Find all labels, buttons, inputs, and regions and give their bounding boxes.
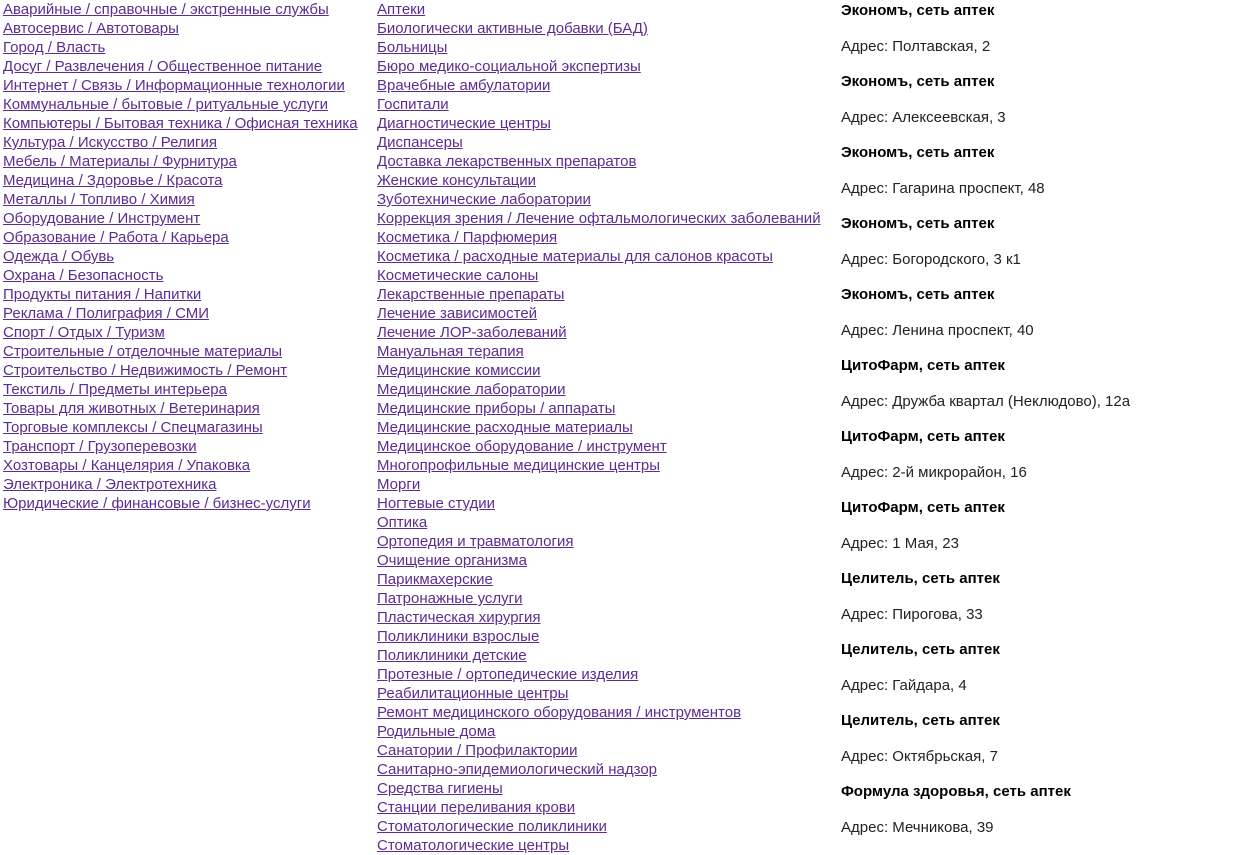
- pharmacy-entry: [841, 213, 1251, 284]
- category-item: [3, 152, 375, 171]
- category-item: [3, 57, 375, 76]
- category-link[interactable]: Транспорт / Грузоперевозки: [3, 438, 197, 455]
- category-item: [3, 323, 375, 342]
- subcategory-link[interactable]: Бюро медико-социальной экспертизы: [377, 58, 641, 75]
- pharmacy-address: Адрес: 1 Мая, 23: [841, 535, 959, 552]
- subcategory-item: [377, 95, 839, 114]
- category-link[interactable]: Спорт / Отдых / Туризм: [3, 324, 165, 341]
- subcategory-link[interactable]: Средства гигиены: [377, 780, 503, 797]
- category-link[interactable]: Торговые комплексы / Спецмагазины: [3, 419, 263, 436]
- category-item: [3, 38, 375, 57]
- category-item: [3, 0, 375, 19]
- subcategory-item: [377, 19, 839, 38]
- subcategory-link[interactable]: Ремонт медицинского оборудования / инструментов: [377, 704, 742, 721]
- category-link[interactable]: Образование / Работа / Карьера: [3, 229, 229, 246]
- subcategory-link[interactable]: Женские консультации: [377, 172, 537, 189]
- subcategory-item: [377, 171, 839, 190]
- category-item: [3, 399, 375, 418]
- category-link[interactable]: Продукты питания / Напитки: [3, 286, 202, 303]
- category-link[interactable]: Компьютеры / Бытовая техника / Офисная техника: [3, 115, 358, 132]
- category-link[interactable]: Медицина / Здоровье / Красота: [3, 172, 223, 189]
- subcategory-link[interactable]: Мануальная терапия: [377, 343, 524, 360]
- category-item: [3, 456, 375, 475]
- pharmacy-name: Экономъ, сеть аптек: [841, 144, 995, 161]
- pharmacy-address: Адрес: Алексеевская, 3: [841, 109, 1006, 126]
- category-link[interactable]: Мебель / Материалы / Фурнитура: [3, 153, 237, 170]
- pharmacy-name: Экономъ, сеть аптек: [841, 215, 995, 232]
- pharmacy-entry: [841, 71, 1251, 142]
- subcategory-item: [377, 494, 839, 513]
- subcategory-link[interactable]: Многопрофильные медицинские центры: [377, 457, 660, 474]
- subcategory-item: [377, 779, 839, 798]
- pharmacy-entry: [841, 568, 1251, 639]
- subcategory-item: [377, 38, 839, 57]
- subcategory-link[interactable]: Медицинские приборы / аппараты: [377, 400, 616, 417]
- pharmacy-name: Формула здоровья, сеть аптек: [841, 783, 1071, 800]
- subcategory-item: [377, 114, 839, 133]
- category-item: [3, 475, 375, 494]
- pharmacy-address: Адрес: Гагарина проспект, 48: [841, 180, 1045, 197]
- subcategory-item: [377, 76, 839, 95]
- subcategory-item: [377, 703, 839, 722]
- subcategory-link[interactable]: Станции переливания крови: [377, 799, 576, 816]
- pharmacy-entry: [841, 0, 1251, 71]
- category-item: [3, 95, 375, 114]
- pharmacy-name: ЦитоФарм, сеть аптек: [841, 357, 1005, 374]
- subcategory-item: [377, 342, 839, 361]
- subcategory-item: [377, 133, 839, 152]
- pharmacy-entry: [841, 781, 1251, 852]
- category-link[interactable]: Досуг / Развлечения / Общественное питание: [3, 58, 323, 75]
- category-item: [3, 304, 375, 323]
- category-link[interactable]: Интернет / Связь / Информационные технологии: [3, 77, 345, 94]
- subcategory-link[interactable]: Диагностические центры: [377, 115, 551, 132]
- subcategory-link[interactable]: Медицинские лаборатории: [377, 381, 566, 398]
- category-link[interactable]: Текстиль / Предметы интерьера: [3, 381, 227, 398]
- category-item: [3, 418, 375, 437]
- subcategory-link[interactable]: Медицинские расходные материалы: [377, 419, 633, 436]
- category-item: [3, 437, 375, 456]
- subcategory-item: [377, 418, 839, 437]
- category-link[interactable]: Одежда / Обувь: [3, 248, 115, 265]
- subcategory-item: [377, 722, 839, 741]
- subcategory-item: [377, 760, 839, 779]
- category-item: [3, 266, 375, 285]
- subcategory-link[interactable]: Коррекция зрения / Лечение офтальмологических заболеваний: [377, 210, 821, 227]
- category-item: [3, 19, 375, 38]
- subcategory-link[interactable]: Оптика: [377, 514, 428, 531]
- pharmacy-address: Адрес: Дружба квартал (Неклюдово), 12а: [841, 393, 1131, 410]
- category-link[interactable]: Аварийные / справочные / экстренные службы: [3, 1, 329, 18]
- category-item: [3, 209, 375, 228]
- category-item: [3, 494, 375, 513]
- category-list: [3, 0, 375, 513]
- pharmacy-entry: [841, 497, 1251, 568]
- pharmacy-address: Адрес: Полтавская, 2: [841, 38, 991, 55]
- subcategory-link[interactable]: Косметика / Парфюмерия: [377, 229, 558, 246]
- pharmacy-address: Адрес: Ленина проспект, 40: [841, 322, 1034, 339]
- subcategory-link[interactable]: Родильные дома: [377, 723, 496, 740]
- pharmacy-name: Целитель, сеть аптек: [841, 641, 1000, 658]
- subcategory-link[interactable]: Морги: [377, 476, 421, 493]
- subcategory-item: [377, 798, 839, 817]
- subcategory-item: [377, 247, 839, 266]
- category-link[interactable]: Реклама / Полиграфия / СМИ: [3, 305, 210, 322]
- subcategory-link[interactable]: Санитарно-эпидемиологический надзор: [377, 761, 657, 778]
- pharmacy-address: Адрес: Богородского, 3 к1: [841, 251, 1021, 268]
- category-item: [3, 114, 375, 133]
- subcategory-item: [377, 456, 839, 475]
- subcategory-item: [377, 627, 839, 646]
- pharmacy-address: Адрес: Гайдара, 4: [841, 677, 967, 694]
- category-link[interactable]: Товары для животных / Ветеринария: [3, 400, 260, 417]
- category-item: [3, 133, 375, 152]
- subcategory-item: [377, 380, 839, 399]
- pharmacy-name: Целитель, сеть аптек: [841, 570, 1000, 587]
- category-link[interactable]: Культура / Искусство / Религия: [3, 134, 218, 151]
- subcategory-link[interactable]: Косметика / расходные материалы для салонов красоты: [377, 248, 773, 265]
- subcategory-link[interactable]: Пластическая хирургия: [377, 609, 541, 626]
- subcategory-item: [377, 570, 839, 589]
- subcategory-link[interactable]: Парикмахерские: [377, 571, 493, 588]
- pharmacy-entry: [841, 710, 1251, 781]
- subcategory-item: [377, 209, 839, 228]
- subcategory-item: [377, 285, 839, 304]
- subcategory-link[interactable]: Ортопедия и травматология: [377, 533, 574, 550]
- subcategory-link[interactable]: Доставка лекарственных препаратов: [377, 153, 637, 170]
- subcategory-link[interactable]: Поликлиники детские: [377, 647, 527, 664]
- subcategory-item: [377, 646, 839, 665]
- subcategory-link[interactable]: Очищение организма: [377, 552, 527, 569]
- category-item: [3, 342, 375, 361]
- category-link[interactable]: Металлы / Топливо / Химия: [3, 191, 195, 208]
- subcategory-item: [377, 228, 839, 247]
- subcategory-item: [377, 551, 839, 570]
- subcategory-item: [377, 399, 839, 418]
- subcategory-link[interactable]: Медицинские комиссии: [377, 362, 541, 379]
- subcategory-link[interactable]: Медицинское оборудование / инструмент: [377, 438, 667, 455]
- subcategory-link[interactable]: Аптеки: [377, 1, 426, 18]
- pharmacy-address: Адрес: Мечникова, 39: [841, 819, 994, 836]
- subcategory-item: [377, 152, 839, 171]
- subcategory-link[interactable]: Ногтевые студии: [377, 495, 496, 512]
- subcategory-item: [377, 513, 839, 532]
- category-link[interactable]: Электроника / Электротехника: [3, 476, 217, 493]
- subcategory-item: [377, 323, 839, 342]
- category-link[interactable]: Город / Власть: [3, 39, 106, 56]
- pharmacy-entry: [841, 355, 1251, 426]
- subcategory-item: [377, 0, 839, 19]
- pharmacy-entry: [841, 142, 1251, 213]
- category-link[interactable]: Охрана / Безопасность: [3, 267, 164, 284]
- subcategory-link[interactable]: Патронажные услуги: [377, 590, 523, 607]
- category-item: [3, 190, 375, 209]
- subcategory-item: [377, 589, 839, 608]
- category-link[interactable]: Коммунальные / бытовые / ритуальные услуги: [3, 96, 328, 113]
- subcategory-item: [377, 665, 839, 684]
- pharmacy-name: ЦитоФарм, сеть аптек: [841, 499, 1005, 516]
- pharmacy-entry: [841, 639, 1251, 710]
- category-link[interactable]: Строительные / отделочные материалы: [3, 343, 283, 360]
- category-item: [3, 228, 375, 247]
- subcategory-link[interactable]: Лечение зависимостей: [377, 305, 538, 322]
- subcategory-item: [377, 817, 839, 836]
- subcategory-link[interactable]: Лекарственные препараты: [377, 286, 565, 303]
- category-link[interactable]: Автосервис / Автотовары: [3, 20, 179, 37]
- subcategory-item: [377, 836, 839, 855]
- subcategory-link[interactable]: Косметические салоны: [377, 267, 539, 284]
- pharmacy-address: Адрес: 2-й микрорайон, 16: [841, 464, 1027, 481]
- subcategory-item: [377, 266, 839, 285]
- subcategory-link[interactable]: Биологически активные добавки (БАД): [377, 20, 648, 37]
- pharmacy-address: Адрес: Октябрьская, 7: [841, 748, 998, 765]
- subcategory-item: [377, 57, 839, 76]
- subcategory-link[interactable]: Стоматологические центры: [377, 837, 570, 854]
- pharmacy-name: Экономъ, сеть аптек: [841, 73, 995, 90]
- subcategory-link[interactable]: Санатории / Профилактории: [377, 742, 578, 759]
- category-link[interactable]: Оборудование / Инструмент: [3, 210, 201, 227]
- category-item: [3, 76, 375, 95]
- subcategory-link[interactable]: Реабилитационные центры: [377, 685, 569, 702]
- subcategory-link[interactable]: Больницы: [377, 39, 448, 56]
- subcategory-link[interactable]: Диспансеры: [377, 134, 463, 151]
- pharmacy-entry: [841, 426, 1251, 497]
- subcategory-link[interactable]: Лечение ЛОР-заболеваний: [377, 324, 567, 341]
- subcategory-link[interactable]: Протезные / ортопедические изделия: [377, 666, 639, 683]
- subcategory-link[interactable]: Стоматологические поликлиники: [377, 818, 607, 835]
- subcategory-item: [377, 608, 839, 627]
- category-item: [3, 247, 375, 266]
- category-link[interactable]: Хозтовары / Канцелярия / Упаковка: [3, 457, 251, 474]
- category-item: [3, 380, 375, 399]
- subcategory-item: [377, 741, 839, 760]
- category-link[interactable]: Строительство / Недвижимость / Ремонт: [3, 362, 288, 379]
- pharmacy-name: Целитель, сеть аптек: [841, 712, 1000, 729]
- pharmacy-name: Экономъ, сеть аптек: [841, 2, 995, 19]
- subcategory-item: [377, 475, 839, 494]
- subcategory-link[interactable]: Госпитали: [377, 96, 449, 113]
- subcategory-link[interactable]: Зуботехнические лаборатории: [377, 191, 591, 208]
- subcategory-item: [377, 684, 839, 703]
- pharmacy-entry: [841, 284, 1251, 355]
- pharmacy-list: [841, 0, 1251, 852]
- subcategory-link[interactable]: Поликлиники взрослые: [377, 628, 540, 645]
- subcategory-item: [377, 190, 839, 209]
- category-item: [3, 361, 375, 380]
- category-link[interactable]: Юридические / финансовые / бизнес-услуги: [3, 495, 311, 512]
- subcategory-item: [377, 437, 839, 456]
- category-item: [3, 285, 375, 304]
- pharmacy-name: ЦитоФарм, сеть аптек: [841, 428, 1005, 445]
- category-item: [3, 171, 375, 190]
- subcategory-list: [377, 0, 839, 855]
- pharmacy-name: Экономъ, сеть аптек: [841, 286, 995, 303]
- subcategory-item: [377, 361, 839, 380]
- subcategory-link[interactable]: Врачебные амбулатории: [377, 77, 551, 94]
- subcategory-item: [377, 304, 839, 323]
- pharmacy-address: Адрес: Пирогова, 33: [841, 606, 983, 623]
- subcategory-item: [377, 532, 839, 551]
